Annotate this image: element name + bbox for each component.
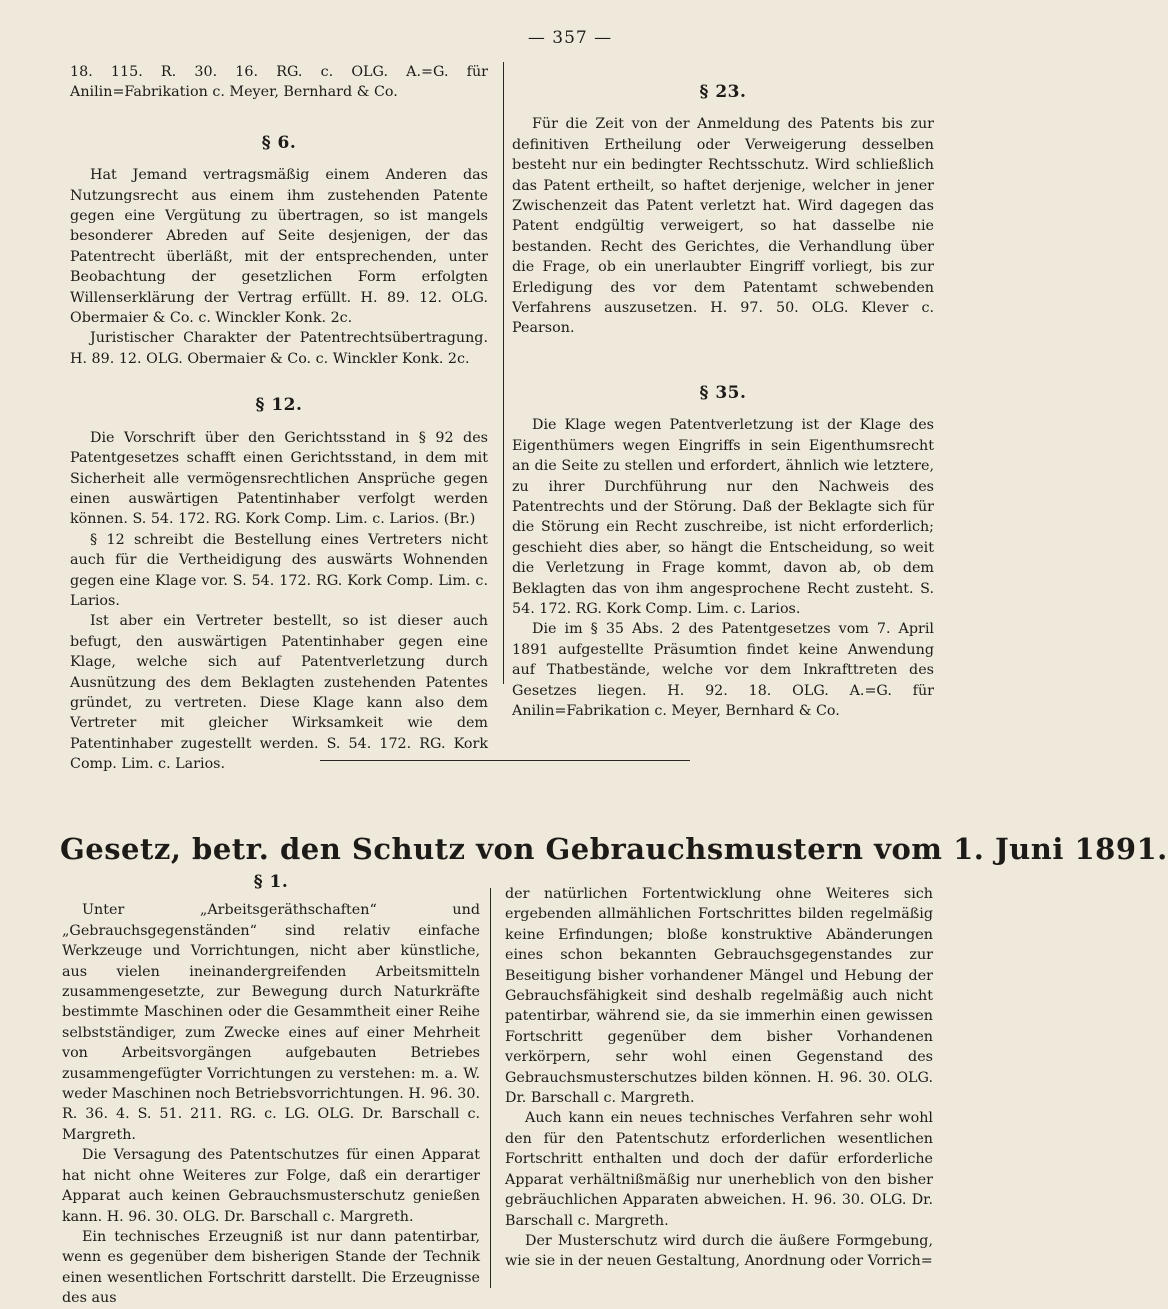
section-6-heading: § 6. xyxy=(261,132,297,153)
section-12-paragraph: Die Vorschrift über den Gerichtsstand in § 92 des Patentgesetzes schafft einen Gerichtsstand, in dem mit Sicherheit alle vermögensrechtlichen Ansprüche gegen einen auswärtigen Patentinhaber verfolgt werden können. S. 54. 172. RG. Kork Comp. Lim. c. Larios. (Br.) xyxy=(70,429,488,528)
page-number: — 357 — xyxy=(527,28,613,48)
section-35-paragraph: Die Klage wegen Patentverletzung ist der Klage des Eigenthümers wegen Eingriffs in sein Eigenthumsrecht an die Seite zu stellen und erfordert, ähnlich wie letztere, zu ihrer Durchführung nur den Nachweis des Patentrechts und der Störung. Daß der Beklagte sich für die Störung ein Recht zuschreibe, ist nicht erforderlich; geschieht dies aber, so hängt die Entscheidung, so weit die Verletzung in Frage kommt, davon ab, ob dem Beklagten das von ihm angesprochene Recht zusteht. S. 54. 172. RG. Kork Comp. Lim. c. Larios. xyxy=(512,417,934,617)
section-1-heading: § 1. xyxy=(253,872,289,892)
section-23-paragraph: Für die Zeit von der Anmeldung des Patents bis zur definitiven Ertheilung oder Verweigerung desselben besteht nur ein bedingter Rechtsschutz. Wird schließlich das Patent ertheilt, so haftet derjenige, welcher in jener Zwischenzeit das Patent verletzt hat. Wird dagegen das Patent endgültig verweigert, so hat dasselbe nie bestanden. Recht des Gerichtes, die Verhandlung über die Frage, ob ein unerlaubter Eingriff vorliegt, bis zur Erledigung des vor dem Patentamt schwebenden Verfahrens auszusetzen. H. 97. 50. OLG. Klever c. Pearson. xyxy=(512,116,934,337)
continued-paragraph: der natürlichen Fortentwicklung ohne Weiteres sich ergebenden allmählichen Fortschrittes bilden regelmäßig keine Erfindungen; bloße konstruktive Abänderungen eines schon bekannten Gebrauchsgegenstandes zur Beseitigung bisher vorhandener Mängel und Hebung der Gebrauchsfähigkeit sind deshalb regelmäßig auch nicht patentirbar, während sie, da sie immerhin einen gewissen Fortschritt gegenüber dem bisher Vorhandenen verkörpern, sehr wohl einen Gegenstand des Gebrauchsmusterschutzes bilden können. H. 96. 30. OLG. Dr. Barschall c. Margreth. xyxy=(505,886,933,1107)
section-23-heading: § 23. xyxy=(699,82,747,102)
right-lower-column xyxy=(505,884,933,1272)
section-12-paragraph: Ist aber ein Vertreter bestellt, so ist dieser auch befugt, den auswärtigen Patentinhaber gegen eine Klage, welche sich auf Patentverletzung durch Ausnützung des dem Beklagten zustehenden Patentes gründet, zu vertreten. Diese Klage kann also dem Vertreter mit gleicher Wirksamkeit wie dem Patentinhaber zugestellt werden. S. 54. 172. RG. Kork Comp. Lim. c. Larios. xyxy=(70,613,488,773)
right-upper-column xyxy=(512,62,934,721)
left-upper-column xyxy=(70,62,488,775)
section-1-paragraph: Ein technisches Erzeugniß ist nur dann patentirbar, wenn es gegenüber dem bisherigen Stande der Technik einen wesentlichen Fortschritt darstellt. Die Erzeugnisse des aus xyxy=(62,1228,480,1307)
paragraph: Der Musterschutz wird durch die äußere Formgebung, wie sie in der neuen Gestaltung, Anordnung oder Vorrich= xyxy=(505,1232,933,1270)
column-divider xyxy=(503,62,504,684)
paragraph: Auch kann ein neues technisches Verfahren sehr wohl den für den Patentschutz erforderlichen wesentlichen Fortschritt enthalten und doch der dafür erforderliche Apparat verhältnißmäßig nur unerheblich von den bisher gebräuchlichen Apparaten abweichen. H. 96. 30. OLG. Dr. Barschall c. Margreth. xyxy=(505,1110,933,1229)
section-1-paragraph: Unter „Arbeitsgeräthschaften“ und „Gebrauchsgegenständen“ sind relativ einfache Werkzeuge und Vorrichtungen, nicht aber künstliche, aus vielen ineinandergreifenden Arbeitsmitteln zusammengesetzte, zur Bewegung durch Naturkräfte bestimmte Maschinen oder die Gesammtheit einer Reihe selbstständiger, zum Zwecke eines auf einer Mehrheit von Arbeitsvorgängen aufgebauten Betriebes zusammengefügter Vorrichtungen zu verstehen: m. a. W. weder Maschinen noch Betriebsvorrichtungen. H. 96. 30. R. 36. 4. S. 51. 211. RG. c. LG. OLG. Dr. Barschall c. Margreth. xyxy=(62,902,480,1143)
citation-intro: 18. 115. R. 30. 16. RG. c. OLG. A.=G. für Anilin=Fabrikation c. Meyer, Bernhard & Co. xyxy=(70,64,488,101)
law-title: Gesetz, betr. den Schutz von Gebrauchsmustern vom 1. Juni 1891. xyxy=(60,832,1168,866)
section-35-heading: § 35. xyxy=(699,382,747,403)
section-35-paragraph: Die im § 35 Abs. 2 des Patentgesetzes vom 7. April 1891 aufgestellte Präsumtion findet keine Anwendung auf Thatbestände, welche vor dem Inkrafttreten des Gesetzes liegen. H. 92. 18. OLG. A.=G. für Anilin=Fabrikation c. Meyer, Bernhard & Co. xyxy=(512,621,934,719)
section-6-paragraph: Juristischer Charakter der Patentrechtsübertragung. H. 89. 12. OLG. Obermaier & Co. c. Winckler Konk. 2c. xyxy=(70,330,488,367)
section-divider xyxy=(320,760,690,761)
section-12-paragraph: § 12 schreibt die Bestellung eines Vertreters nicht auch für die Vertheidigung des auswärts Wohnenden gegen eine Klage vor. S. 54. 172. RG. Kork Comp. Lim. c. Larios. xyxy=(70,531,488,609)
column-divider xyxy=(490,888,491,1288)
section-12-heading: § 12. xyxy=(255,395,303,416)
section-6-paragraph: Hat Jemand vertragsmäßig einem Anderen das Nutzungsrecht aus einem ihm zustehenden Patente gegen eine Vergütung zu übertragen, so ist mangels besonderer Abreden auf Seite desjenigen, der das Patentrecht überläßt, mit der entsprechenden, unter Beobachtung der gesetzlichen Form erfolgten Willenserklärung der Vertrag erfüllt. H. 89. 12. OLG. Obermaier & Co. c. Winckler Konk. 2c. xyxy=(70,167,488,327)
left-lower-column xyxy=(62,872,480,1309)
section-1-paragraph: Die Versagung des Patentschutzes für einen Apparat hat nicht ohne Weiteres zur Folge, daß ein derartiger Apparat auch keinen Gebrauchsmusterschutz genießen kann. H. 96. 30. OLG. Dr. Barschall c. Margreth. xyxy=(62,1147,480,1225)
